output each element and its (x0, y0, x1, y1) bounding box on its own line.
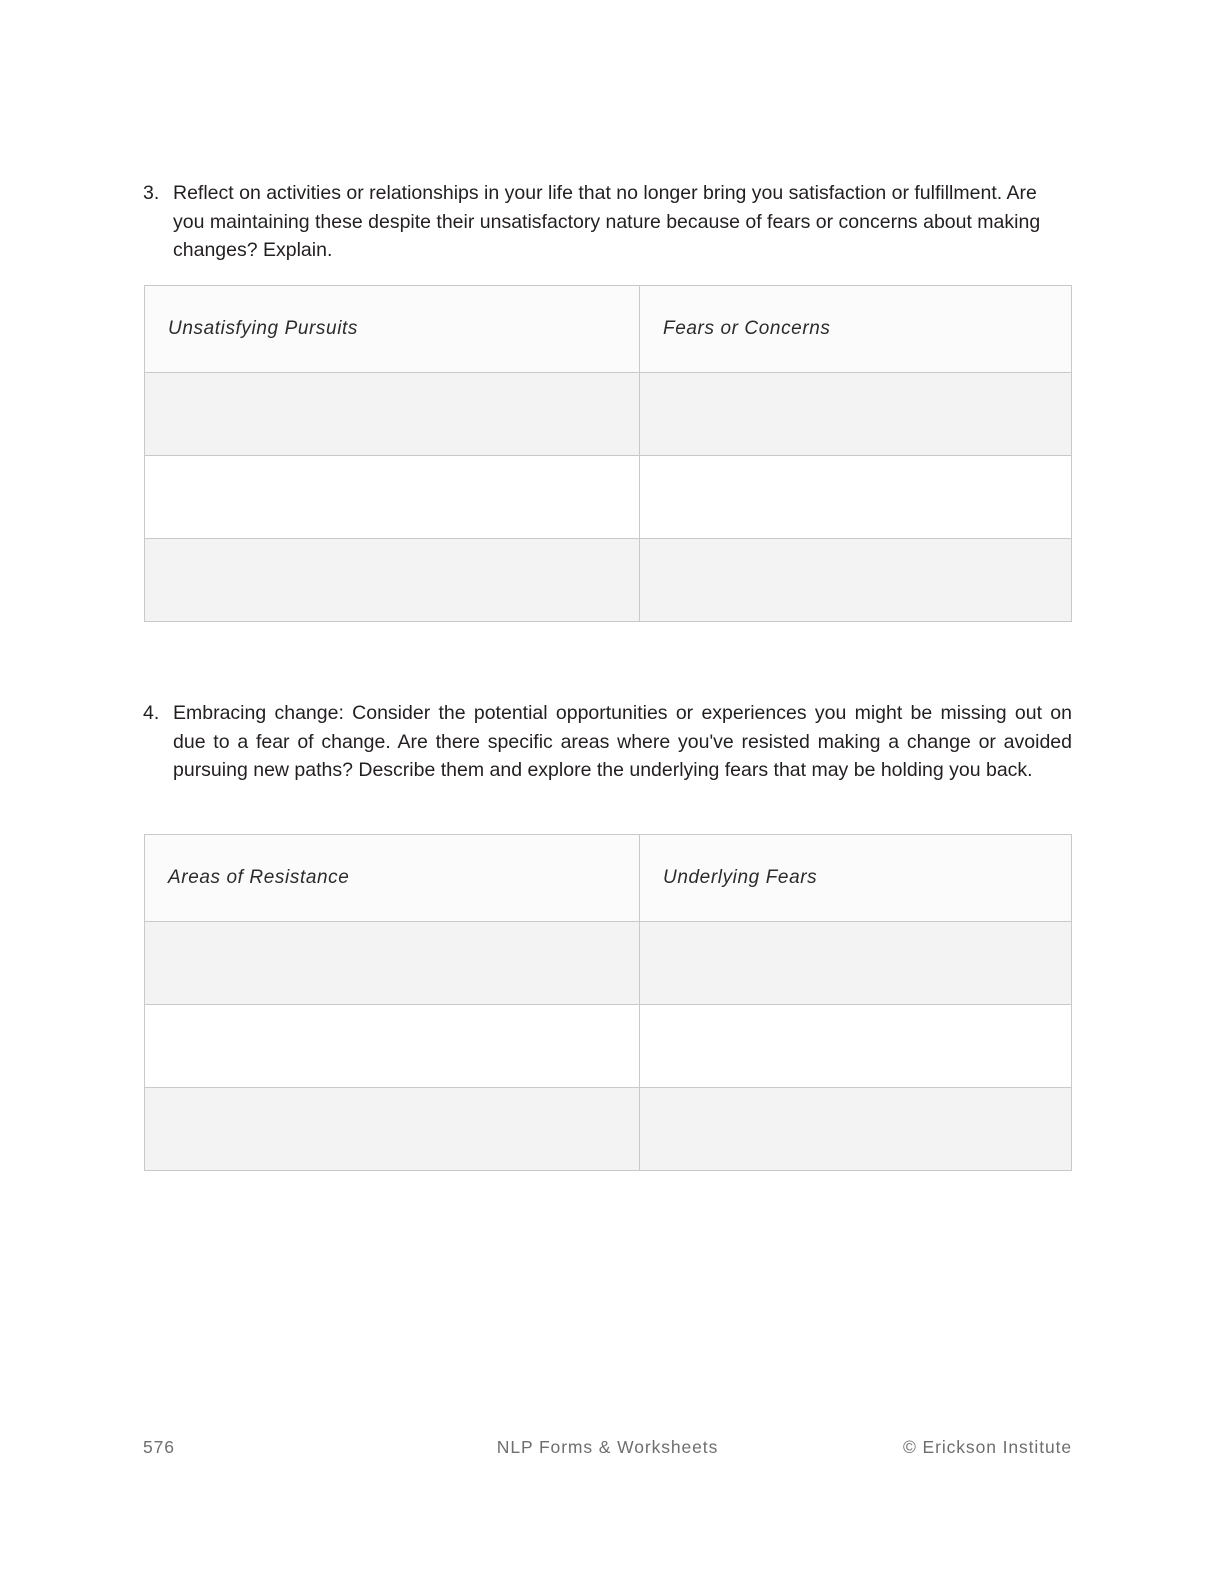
table-cell[interactable] (145, 539, 640, 622)
question-item-4 (143, 699, 1072, 785)
table-cell[interactable] (640, 1005, 1072, 1088)
question-number: 4. (143, 702, 160, 724)
page-footer (143, 1437, 1072, 1461)
table-cell[interactable] (145, 922, 640, 1005)
table-header-row (145, 286, 1072, 373)
table-row (145, 922, 1072, 1005)
table-row (145, 373, 1072, 456)
table-cell[interactable] (145, 373, 640, 456)
question-text: Reflect on activities or relationships in your life that no longer bring you satisfaction or fulfillment. Are you maintaining these despite their unsatisfactory nature because of fears or concerns about making changes? Explain. (173, 182, 1041, 261)
page-number: 576 (143, 1437, 175, 1457)
question-text: Embracing change: Consider the potential opportunities or experiences you might be missing out on due to a fear of change. Are there specific areas where you've resisted making a change or avoided pursuing new paths? Describe them and explore the underlying fears that may be holding you back. (173, 702, 1072, 781)
table-cell[interactable] (640, 922, 1072, 1005)
table-column-header: Areas of Resistance (145, 835, 640, 922)
question-number: 3. (143, 182, 160, 204)
table-cell[interactable] (640, 539, 1072, 622)
table-column-header: Fears or Concerns (640, 286, 1072, 373)
table-row (145, 1088, 1072, 1171)
table-cell[interactable] (640, 1088, 1072, 1171)
table-row (145, 456, 1072, 539)
worksheet-table-unsatisfying-pursuits (144, 285, 1072, 622)
table-column-header: Underlying Fears (640, 835, 1072, 922)
table-cell[interactable] (145, 1005, 640, 1088)
table-cell[interactable] (640, 373, 1072, 456)
question-item-3 (143, 179, 1072, 265)
footer-title: NLP Forms & Worksheets (496, 1437, 719, 1457)
table-cell[interactable] (145, 1088, 640, 1171)
footer-copyright: © Erickson Institute (902, 1437, 1072, 1457)
table-header-row (145, 835, 1072, 922)
table-row (145, 1005, 1072, 1088)
worksheet-table-areas-of-resistance (144, 834, 1072, 1171)
table-column-header: Unsatisfying Pursuits (145, 286, 640, 373)
table-cell[interactable] (145, 456, 640, 539)
table-cell[interactable] (640, 456, 1072, 539)
table-row (145, 539, 1072, 622)
